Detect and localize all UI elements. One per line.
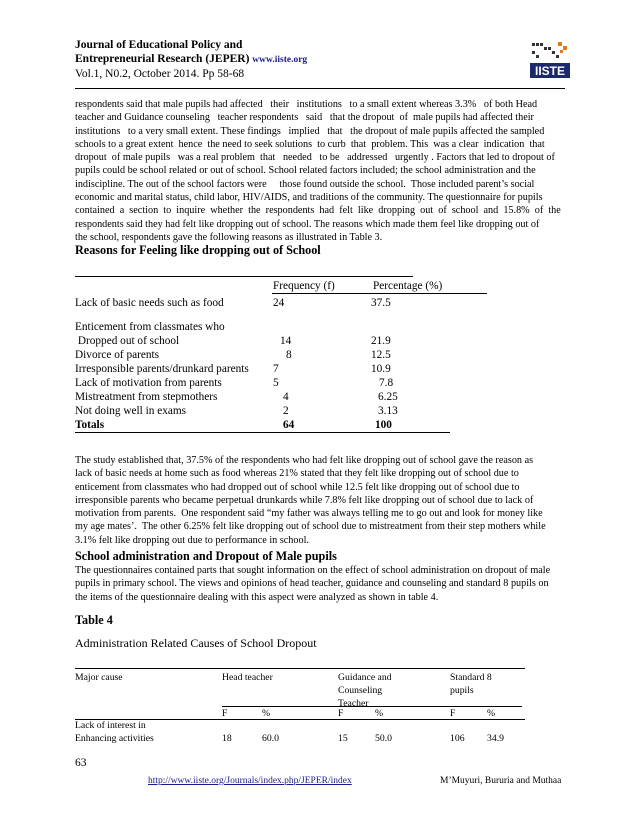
table3-header-rule	[272, 293, 487, 294]
table4-sub-s8-f: F	[450, 708, 456, 719]
table3-row-percentage: 6.25	[378, 391, 398, 403]
table4-row-ht-f: 18	[222, 733, 232, 744]
intro-paragraph-line: institutions to a very small extent. These findings implied that the dropout of male pupils affected the sampled	[75, 125, 545, 137]
table4-row-gc-f: 15	[338, 733, 348, 744]
table3-totals-row	[75, 418, 495, 432]
table3-row	[75, 320, 495, 334]
journal-title-line2	[75, 52, 307, 67]
table4-row-cause-2: Enhancing activities	[75, 733, 154, 744]
intro-paragraph	[75, 98, 565, 244]
table3-row-percentage: 10.9	[371, 363, 391, 375]
intro-paragraph-line: respondents said that male pupils had affected their institutions to a small extent whereas 3.3% of both Head	[75, 99, 538, 110]
table3-row-label: Lack of basic needs such as food	[75, 297, 224, 309]
table3-row-label: Irresponsible parents/drunkard parents	[75, 363, 249, 375]
table3-row-label: Lack of motivation from parents	[75, 377, 222, 389]
table3-row	[75, 362, 495, 376]
table3-row	[75, 376, 495, 390]
analysis-paragraph-line: my age mates’. The other 6.25% felt like dropping out of school due to mistreatment from their step mothers while	[75, 521, 546, 533]
section2-paragraph-line: The questionnaires contained parts that sought information on the effect of school administration on dropout of male	[75, 565, 551, 576]
intro-paragraph-line: indiscipline. The out of the school factors were those found outside the school. Those included parent’s social	[75, 178, 535, 190]
table3-header-row	[75, 279, 495, 293]
table3-title: Reasons for Feeling like dropping out of School	[75, 243, 321, 257]
table3-row-percentage: 21.9	[371, 335, 391, 347]
table4-top-rule	[75, 668, 525, 669]
analysis-paragraph-line: irresponsible parents who became perpetual drunkards while 7.8% felt like dropping out of school due to lack of	[75, 494, 534, 506]
section2-paragraph-line: pupils in primary school. The views and opinions of head teacher, guidance and counseling and standard 8 pupils on	[75, 578, 549, 590]
table3-row-label: Divorce of parents	[75, 349, 160, 361]
analysis-paragraph-line: motivation from parents. One respondent said “my father was always telling me to go out and look for money like	[75, 508, 543, 520]
table4-sub-s8-pct: %	[487, 708, 496, 719]
table4-col-standard8-2: pupils	[450, 685, 474, 696]
table4-sub-gc-pct: %	[375, 708, 384, 719]
table3-row-percentage: 7.8	[379, 377, 394, 389]
section2-heading: School administration and Dropout of Male pupils	[75, 549, 337, 563]
table3-row	[75, 348, 495, 362]
journal-url[interactable]: www.iiste.org	[252, 55, 308, 65]
intro-paragraph-line: economic and marital status, child labor, HIV/AIDS, and traditions of the community. The questionnaire for pupils	[75, 192, 543, 204]
table4-col-standard8-1: Standard 8	[450, 672, 492, 683]
intro-paragraph-line: dropout of male pupils was a real problem that needed to be addressed urgently . Factors that led to dropout of	[75, 152, 555, 164]
intro-paragraph-line: the school, respondents gave the following reasons as illustrated in Table 3.	[75, 231, 383, 243]
table4-col-guidance-1: Guidance and	[338, 672, 392, 683]
table3-totals-percentage: 100	[375, 419, 392, 431]
table4-title: Administration Related Causes of School Dropout	[75, 636, 317, 650]
analysis-paragraph-line: enticement from classmates who had dropped out of school while 12.5 felt like dropping out of school due to	[75, 481, 520, 493]
analysis-paragraph-line: The study established that, 37.5% of the respondents who had felt like dropping out of school gave the reason as	[75, 455, 534, 466]
table3-row-label: Dropped out of school	[75, 335, 180, 347]
journal-title-text: Entrepreneurial Research (JEPER)	[75, 53, 250, 65]
volume-line: Vol.1, N0.2, October 2014. Pp 58-68	[75, 68, 245, 80]
table3-row-frequency: 8	[286, 349, 292, 361]
table3-row-frequency: 5	[273, 377, 279, 389]
intro-paragraph-line: respondents said they had felt like dropping out of school. The reasons which made them feel like dropping out of	[75, 218, 540, 230]
table3-row-frequency: 7	[273, 363, 279, 375]
table3-row-frequency: 14	[280, 335, 292, 347]
table3-row-frequency: 2	[283, 405, 289, 417]
logo-text: IISTE	[534, 64, 566, 78]
footer-url-link[interactable]: http://www.iiste.org/Journals/index.php/JEPER/index	[148, 776, 352, 786]
footer-authors: M’Muyuri, Bururia and Muthaa	[440, 776, 562, 786]
section2-paragraph-line: the items of the questionnaire dealing with this aspect were analyzed as shown in table 4.	[75, 591, 439, 603]
table4-col-guidance-3: Teacher	[338, 698, 369, 709]
table3-bottom-rule	[75, 432, 450, 433]
table4-row-s8-f: 106	[450, 733, 465, 744]
table4-sub-rule	[222, 706, 522, 707]
table3-row-label: Enticement from classmates who	[75, 321, 225, 333]
table4-col-guidance-2: Counseling	[338, 685, 383, 696]
table4-row-gc-p: 50.0	[375, 733, 392, 744]
page-number: 63	[75, 757, 87, 769]
header-rule	[75, 88, 565, 89]
intro-paragraph-line: pupils could be school related or out of school. School related factors included; the school administration and the	[75, 165, 536, 177]
table3-col-frequency: Frequency (f)	[273, 280, 335, 292]
table3-col-percentage: Percentage (%)	[373, 280, 443, 292]
table3-row-percentage: 3.13	[378, 405, 398, 417]
table3-row-label: Mistreatment from stepmothers	[75, 391, 218, 403]
table3-totals-frequency: 64	[283, 419, 295, 431]
table3-top-rule	[75, 276, 413, 277]
journal-title-line1: Journal of Educational Policy and	[75, 39, 243, 51]
analysis-paragraph-line: 3.1% felt like dropping out due to performance in school.	[75, 534, 309, 546]
table3-row-frequency: 24	[273, 297, 285, 309]
table3-row-label: Not doing well in exams	[75, 405, 187, 417]
table3-row	[75, 390, 495, 404]
intro-paragraph-line: teacher and Guidance counseling teacher respondents said that the dropout of male pupils had affected their	[75, 112, 534, 124]
table3-row	[75, 404, 495, 418]
table3-row	[75, 334, 495, 348]
table3-row	[75, 296, 495, 310]
analysis-paragraph	[75, 454, 565, 547]
table4-col-head-teacher: Head teacher	[222, 672, 273, 683]
table4-row-cause-1: Lack of interest in	[75, 720, 146, 731]
table4-sub-gc-f: F	[338, 708, 344, 719]
iiste-logo	[530, 40, 570, 78]
intro-paragraph-line: schools to a great extent hence the need to seek solutions to curb that problem. This was a clear indication that	[75, 138, 545, 150]
table4-row-ht-p: 60.0	[262, 733, 279, 744]
table4-sub-ht-f: F	[222, 708, 228, 719]
table3-totals-label: Totals	[75, 419, 105, 431]
table3-row-percentage: 12.5	[371, 349, 391, 361]
section2-paragraph	[75, 564, 565, 604]
table4-col-major-cause: Major cause	[75, 672, 123, 683]
analysis-paragraph-line: lack of basic needs at home such as food whereas 21% stated that they felt like dropping out of school due to	[75, 468, 519, 480]
table4-row-s8-p: 34.9	[487, 733, 504, 744]
table3-row-frequency: 4	[283, 391, 289, 403]
table4-sub-ht-pct: %	[262, 708, 271, 719]
table4-label: Table 4	[75, 613, 113, 627]
intro-paragraph-line: contained a section to inquire whether the respondents had felt like dropping out of school and 15.8% of the	[75, 205, 561, 217]
table3-row-percentage: 37.5	[371, 297, 391, 309]
